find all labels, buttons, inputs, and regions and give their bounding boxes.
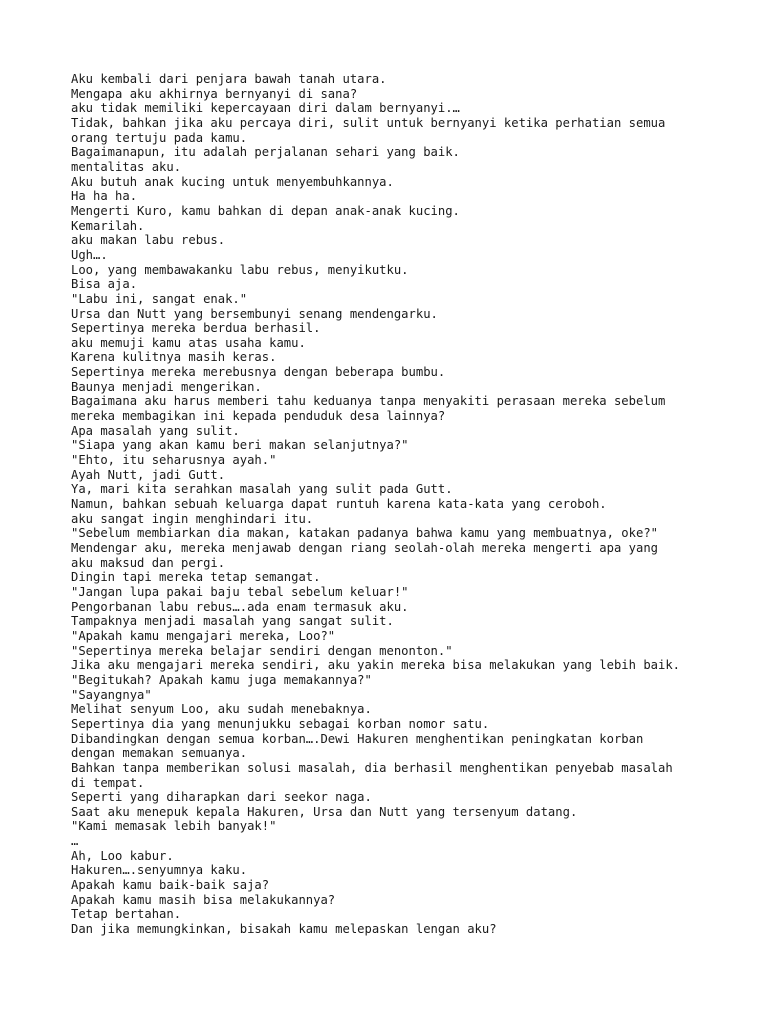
text-line: Sepertinya mereka merebusnya dengan beberapa bumbu. <box>71 365 446 380</box>
text-line: "Sayangnya" <box>71 687 152 702</box>
text-line: Ya, mari kita serahkan masalah yang sulit pada Gutt. <box>71 482 453 497</box>
text-line: Tampaknya menjadi masalah yang sangat sulit. <box>71 614 394 629</box>
text-line: Ayah Nutt, jadi Gutt. <box>71 467 226 482</box>
text-line: Aku kembali dari penjara bawah tanah utara. <box>71 72 387 86</box>
document-body <box>71 72 751 937</box>
text-line: Dingin tapi mereka tetap semangat. <box>71 570 321 585</box>
text-line: Tidak, bahkan jika aku percaya diri, sulit untuk bernyanyi ketika perhatian semua <box>71 115 666 130</box>
text-line: Namun, bahkan sebuah keluarga dapat runtuh karena kata-kata yang ceroboh. <box>71 497 607 512</box>
text-line: Mengapa aku akhirnya bernyanyi di sana? <box>71 86 358 101</box>
text-line: Baunya menjadi mengerikan. <box>71 379 262 394</box>
text-line: di tempat. <box>71 775 145 790</box>
text-line: Apa masalah yang sulit. <box>71 423 240 438</box>
text-line: Ursa dan Nutt yang bersembunyi senang mendengarku. <box>71 306 438 321</box>
text-line: Jika aku mengajari mereka sendiri, aku yakin mereka bisa melakukan yang lebih baik. <box>71 658 681 673</box>
text-line: Aku butuh anak kucing untuk menyembuhkannya. <box>71 174 394 189</box>
text-line: orang tertuju pada kamu. <box>71 130 248 145</box>
text-line: Saat aku menepuk kepala Hakuren, Ursa dan Nutt yang tersenyum datang. <box>71 804 578 819</box>
text-line: dengan memakan semuanya. <box>71 746 248 761</box>
text-line: Sepertinya mereka berdua berhasil. <box>71 321 321 336</box>
text-line: Melihat senyum Loo, aku sudah menebaknya. <box>71 702 372 717</box>
text-line: aku memuji kamu atas usaha kamu. <box>71 335 306 350</box>
text-line: "Jangan lupa pakai baju tebal sebelum keluar!" <box>71 584 409 599</box>
text-line: "Apakah kamu mengajari mereka, Loo?" <box>71 628 336 643</box>
text-line: aku makan labu rebus. <box>71 233 226 248</box>
text-line: "Ehto, itu seharusnya ayah." <box>71 453 277 468</box>
text-line: Mengerti Kuro, kamu bahkan di depan anak-anak kucing. <box>71 203 460 218</box>
text-line: mentalitas aku. <box>71 159 182 174</box>
text-line: Loo, yang membawakanku labu rebus, menyikutku. <box>71 262 409 277</box>
text-line: "Siapa yang akan kamu beri makan selanjutnya?" <box>71 438 409 453</box>
text-line: "Sebelum membiarkan dia makan, katakan padanya bahwa kamu yang membuatnya, oke?" <box>71 526 658 541</box>
text-line: Ha ha ha. <box>71 189 138 204</box>
text-line: Bisa aja. <box>71 277 138 292</box>
text-line: Apakah kamu baik-baik saja? <box>71 878 270 893</box>
text-line: Mendengar aku, mereka menjawab dengan riang seolah-olah mereka mengerti apa yang <box>71 541 658 555</box>
text-line: "Kami memasak lebih banyak!" <box>71 819 277 834</box>
text-line: Karena kulitnya masih keras. <box>71 350 277 365</box>
text-line: Dan jika memungkinkan, bisakah kamu melepaskan lengan aku? <box>71 922 497 937</box>
text-line: Bagaimana aku harus memberi tahu keduanya tanpa menyakiti perasaan mereka sebelum <box>71 394 666 409</box>
text-line: Bahkan tanpa memberikan solusi masalah, dia berhasil menghentikan penyebab masalah <box>71 760 673 775</box>
text-line: aku maksud dan pergi. <box>71 555 226 570</box>
text-line: "Begitukah? Apakah kamu juga memakannya?" <box>71 672 372 687</box>
text-line: Ah, Loo kabur. <box>71 848 174 863</box>
text-line: "Labu ini, sangat enak." <box>71 291 248 306</box>
text-line: Dibandingkan dengan semua korban….Dewi Hakuren menghentikan peningkatan korban <box>71 731 644 746</box>
text-line: aku sangat ingin menghindari itu. <box>71 511 314 526</box>
text-line: aku tidak memiliki kepercayaan diri dalam bernyanyi.… <box>71 101 460 116</box>
text-line: Seperti yang diharapkan dari seekor naga. <box>71 790 372 805</box>
text-line: "Sepertinya mereka belajar sendiri dengan menonton." <box>71 643 453 658</box>
text-line: Tetap bertahan. <box>71 907 182 922</box>
text-line: … <box>71 834 79 849</box>
text-line: Ugh…. <box>71 247 108 262</box>
text-line: Pengorbanan labu rebus….ada enam termasuk aku. <box>71 599 409 614</box>
text-line: mereka membagikan ini kepada penduduk desa lainnya? <box>71 409 446 424</box>
text-line: Hakuren….senyumnya kaku. <box>71 863 248 878</box>
text-line: Kemarilah. <box>71 218 145 233</box>
text-line: Bagaimanapun, itu adalah perjalanan sehari yang baik. <box>71 145 460 160</box>
text-line: Apakah kamu masih bisa melakukannya? <box>71 892 336 907</box>
text-line: Sepertinya dia yang menunjukku sebagai korban nomor satu. <box>71 716 490 731</box>
